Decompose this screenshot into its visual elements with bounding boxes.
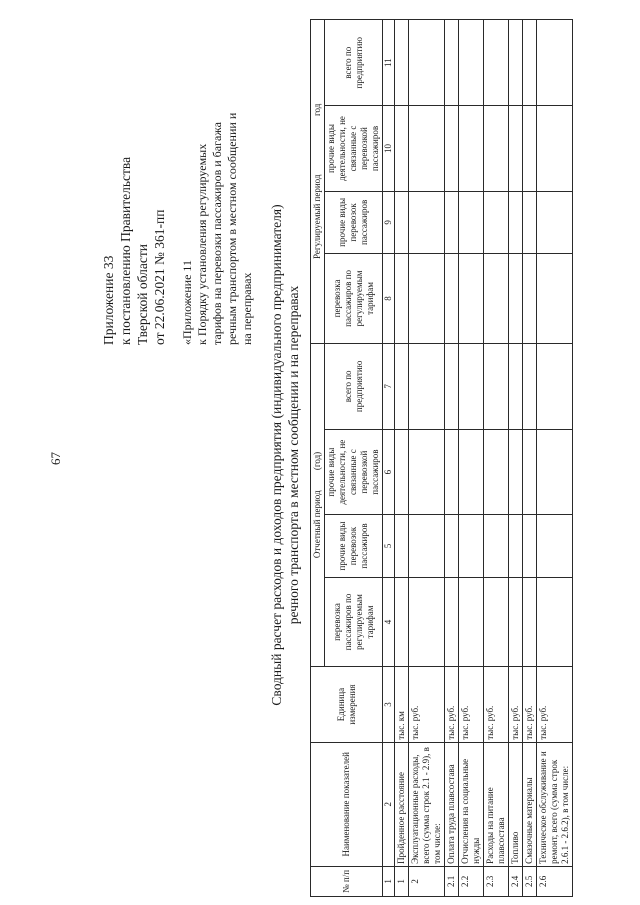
row-name: Топливо: [509, 742, 523, 866]
table-row: [395, 20, 409, 897]
value-cell[interactable]: [409, 254, 445, 344]
value-cell[interactable]: [459, 191, 484, 254]
row-unit: тыс. км: [395, 667, 409, 743]
value-cell[interactable]: [445, 430, 459, 515]
row-number: 2.6: [537, 866, 573, 896]
row-name: Пройденное расстояние: [395, 742, 409, 866]
appendix-decree: к постановлению Правительства: [118, 156, 133, 345]
value-cell[interactable]: [537, 430, 573, 515]
value-cell[interactable]: [459, 20, 484, 106]
row-number: 1: [395, 866, 409, 896]
value-cell[interactable]: [509, 254, 523, 344]
reporting-period-label: Отчетный период: [312, 490, 322, 559]
value-cell[interactable]: [523, 515, 537, 578]
column-index: 8: [383, 254, 395, 344]
value-cell[interactable]: [409, 515, 445, 578]
value-cell[interactable]: [459, 430, 484, 515]
appendix-reference: [180, 5, 255, 345]
regulated-period-year: год: [312, 103, 322, 116]
value-cell[interactable]: [523, 106, 537, 191]
value-cell[interactable]: [537, 577, 573, 667]
value-cell[interactable]: [484, 191, 509, 254]
header-unit: Единица измерения: [311, 667, 383, 743]
value-cell[interactable]: [484, 343, 509, 429]
column-index: 3: [383, 667, 395, 743]
table-row: [459, 20, 484, 897]
table-row: [537, 20, 573, 897]
value-cell[interactable]: [445, 577, 459, 667]
value-cell[interactable]: [445, 254, 459, 344]
value-cell[interactable]: [509, 191, 523, 254]
value-cell[interactable]: [484, 430, 509, 515]
value-cell[interactable]: [484, 577, 509, 667]
reference-line: на переправах: [240, 272, 254, 345]
row-name: Смазочные материалы: [523, 742, 537, 866]
value-cell[interactable]: [445, 343, 459, 429]
table-row: [509, 20, 523, 897]
value-cell[interactable]: [395, 515, 409, 578]
row-number: 2.4: [509, 866, 523, 896]
value-cell[interactable]: [523, 577, 537, 667]
value-cell[interactable]: [445, 515, 459, 578]
value-cell[interactable]: [537, 191, 573, 254]
value-cell[interactable]: [484, 106, 509, 191]
value-cell[interactable]: [509, 430, 523, 515]
column-index: 4: [383, 577, 395, 667]
value-cell[interactable]: [484, 515, 509, 578]
row-unit: тыс. руб.: [523, 667, 537, 743]
row-number: 2.5: [523, 866, 537, 896]
row-name: Отчисления на социальные нужды: [459, 742, 484, 866]
header-other-activities: прочие виды деятельности, не связанные с перевозкой пассажиров: [325, 106, 383, 191]
value-cell[interactable]: [509, 515, 523, 578]
value-cell[interactable]: [459, 254, 484, 344]
value-cell[interactable]: [395, 577, 409, 667]
value-cell[interactable]: [409, 20, 445, 106]
value-cell[interactable]: [537, 106, 573, 191]
value-cell[interactable]: [445, 106, 459, 191]
value-cell[interactable]: [395, 343, 409, 429]
header-other-activities: прочие виды деятельности, не связанные с перевозкой пассажиров: [325, 430, 383, 515]
value-cell[interactable]: [523, 430, 537, 515]
reference-line: речным транспортом в местном сообщении и: [225, 112, 239, 345]
column-index: 7: [383, 343, 395, 429]
table-body: [395, 20, 573, 897]
value-cell[interactable]: [395, 254, 409, 344]
row-number: 2: [409, 866, 445, 896]
row-unit: тыс. руб.: [409, 667, 445, 743]
row-unit: тыс. руб.: [509, 667, 523, 743]
header-other-transport: прочие виды перевозок пассажиров: [325, 515, 383, 578]
value-cell[interactable]: [459, 515, 484, 578]
row-name: Расходы на питание плавсостава: [484, 742, 509, 866]
header-name: Наименование показателей: [311, 742, 383, 866]
column-index: 1: [383, 866, 395, 896]
value-cell[interactable]: [537, 343, 573, 429]
reference-line: тарифов на перевозки пассажиров и багажа: [210, 122, 224, 345]
value-cell[interactable]: [459, 106, 484, 191]
table-row: [484, 20, 509, 897]
row-unit: тыс. руб.: [445, 667, 459, 743]
value-cell[interactable]: [537, 515, 573, 578]
column-index-row: [383, 20, 395, 897]
title-line: речного транспорта в местном сообщении и на переправах: [286, 285, 301, 625]
summary-table: [310, 19, 573, 897]
row-name: Техническое обслуживание и ремонт, всего (сумма строк 2.6.1 - 2.6.2), в том числе:: [537, 742, 573, 866]
value-cell[interactable]: [484, 254, 509, 344]
row-name: Эксплуатационные расходы, всего (сумма строк 2.1 - 2.9), в том числе:: [409, 742, 445, 866]
value-cell[interactable]: [459, 343, 484, 429]
row-number: 2.2: [459, 866, 484, 896]
value-cell[interactable]: [395, 191, 409, 254]
header-regulated-period: [311, 20, 325, 344]
row-unit: тыс. руб.: [459, 667, 484, 743]
value-cell[interactable]: [459, 577, 484, 667]
row-unit: тыс. руб.: [484, 667, 509, 743]
value-cell[interactable]: [445, 20, 459, 106]
value-cell[interactable]: [509, 577, 523, 667]
column-index: 9: [383, 191, 395, 254]
appendix-date: от 22.06.2021 № 361-пп: [152, 209, 167, 345]
header-total: всего по предприятию: [325, 20, 383, 106]
column-index: 10: [383, 106, 395, 191]
value-cell[interactable]: [509, 343, 523, 429]
value-cell[interactable]: [445, 191, 459, 254]
value-cell[interactable]: [484, 20, 509, 106]
column-index: 5: [383, 515, 395, 578]
row-number: 2.1: [445, 866, 459, 896]
value-cell[interactable]: [409, 430, 445, 515]
appendix-region: Тверской области: [135, 244, 150, 345]
appendix-block: [100, 5, 255, 345]
value-cell[interactable]: [537, 254, 573, 344]
row-unit: тыс. руб.: [537, 667, 573, 743]
value-cell[interactable]: [395, 20, 409, 106]
value-cell[interactable]: [395, 430, 409, 515]
title-line: Сводный расчет расходов и доходов предприятия (индивидуального предпринимателя): [269, 204, 284, 706]
document-title: [268, 125, 302, 785]
reference-line: к Порядку установления регулируемых: [195, 143, 209, 345]
column-index: 11: [383, 20, 395, 106]
header-num: № п/п: [311, 866, 383, 896]
value-cell[interactable]: [409, 191, 445, 254]
table-row: [523, 20, 537, 897]
value-cell[interactable]: [537, 20, 573, 106]
page-number: 67: [48, 452, 63, 465]
value-cell[interactable]: [409, 577, 445, 667]
header-reporting-period: [311, 343, 325, 667]
row-number: 2.3: [484, 866, 509, 896]
column-index: 6: [383, 430, 395, 515]
value-cell[interactable]: [395, 106, 409, 191]
value-cell[interactable]: [523, 254, 537, 344]
header-other-transport: прочие виды перевозок пассажиров: [325, 191, 383, 254]
header-total: всего по предприятию: [325, 343, 383, 429]
row-name: Оплата труда плавсостава: [445, 742, 459, 866]
value-cell[interactable]: [509, 106, 523, 191]
table-header-row: [311, 20, 325, 897]
header-regulated-tariffs: перевозка пассажиров по регулируемым тарифам: [325, 254, 383, 344]
value-cell[interactable]: [509, 20, 523, 106]
value-cell[interactable]: [523, 343, 537, 429]
value-cell[interactable]: [409, 343, 445, 429]
reporting-period-year: (год): [312, 451, 322, 471]
value-cell[interactable]: [523, 191, 537, 254]
regulated-period-label: Регулируемый период: [312, 174, 322, 259]
value-cell[interactable]: [523, 20, 537, 106]
reference-line: «Приложение 11: [180, 260, 194, 345]
table-row: [445, 20, 459, 897]
appendix-number: Приложение 33: [101, 255, 116, 345]
value-cell[interactable]: [409, 106, 445, 191]
column-index: 2: [383, 742, 395, 866]
header-regulated-tariffs: перевозка пассажиров по регулируемым тарифам: [325, 577, 383, 667]
table-row: [409, 20, 445, 897]
